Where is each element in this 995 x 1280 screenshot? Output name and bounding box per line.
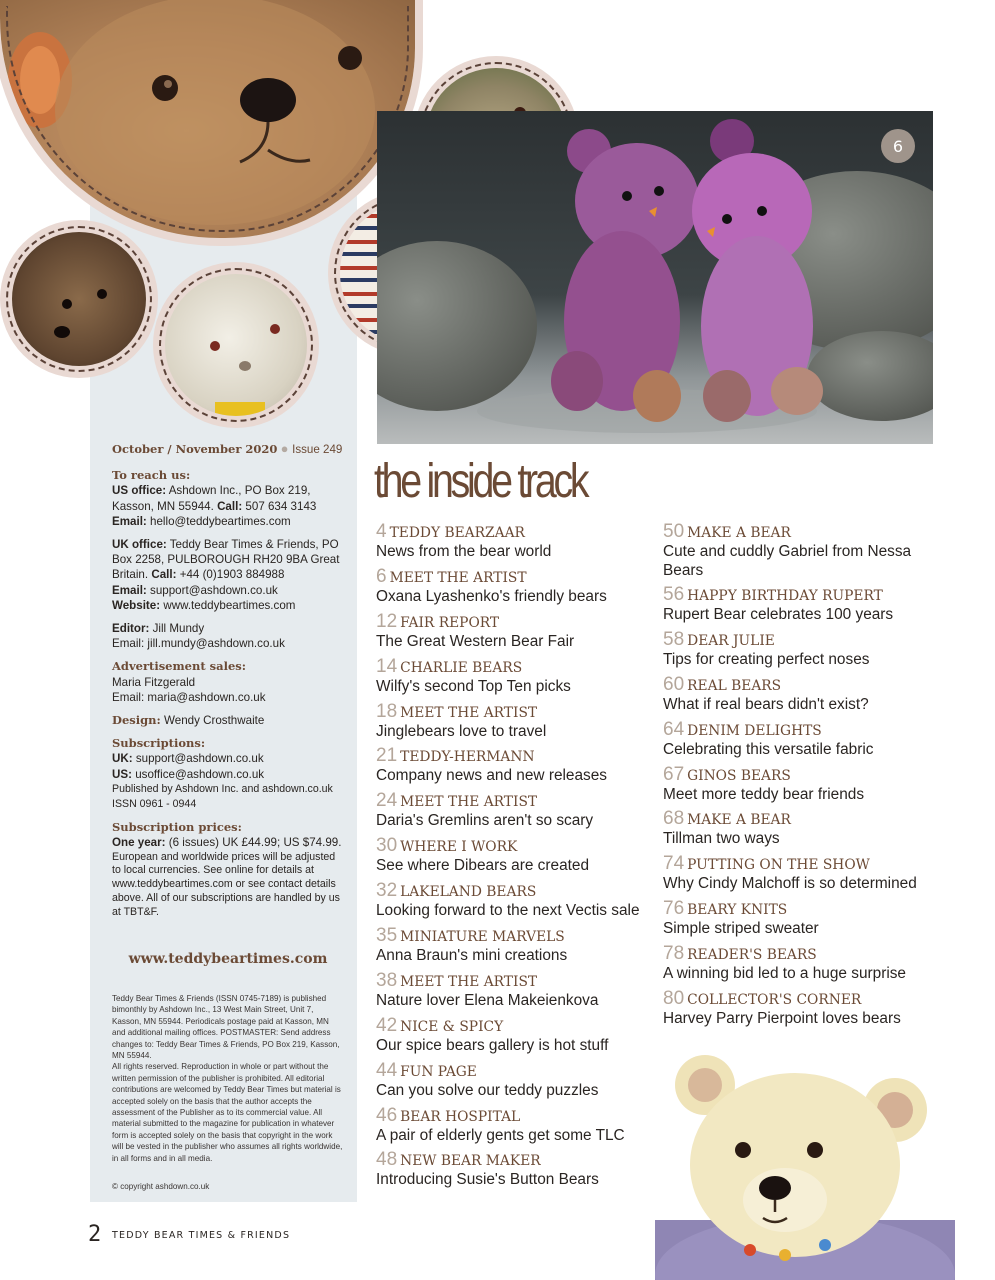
contents-entry[interactable]	[376, 702, 651, 747]
ad-sales-heading: Advertisement sales:	[112, 659, 246, 674]
entry-title: DENIM DELIGHTS	[687, 722, 822, 739]
entry-title: BEAR HOSPITAL	[400, 1108, 521, 1125]
entry-description: Rupert Bear celebrates 100 years	[663, 606, 894, 623]
page-ref-number: 12	[376, 610, 398, 632]
contents-entry[interactable]	[376, 836, 651, 881]
magazine-name: TEDDY BEAR TIMES & FRIENDS	[112, 1230, 291, 1241]
prices-heading: Subscription prices:	[112, 820, 242, 835]
contents-right-column	[663, 522, 938, 1034]
cream-teddy-illustration	[655, 1040, 955, 1280]
contents-entry[interactable]	[376, 746, 651, 791]
entry-title: TEDDY-HERMANN	[400, 749, 535, 766]
page-ref-number: 58	[663, 628, 685, 650]
entry-heading	[663, 675, 938, 696]
entry-description: See where Dibears are created	[376, 857, 590, 875]
contents-entry[interactable]	[663, 522, 938, 585]
contents-left-column	[376, 522, 651, 1195]
entry-heading	[376, 1106, 651, 1127]
website-link[interactable]: www.teddybeartimes.com	[163, 598, 296, 612]
reach-heading: To reach us:	[112, 468, 191, 483]
page-ref-number: 6	[376, 565, 387, 587]
entry-description: Celebrating this versatile fabric	[663, 740, 874, 758]
contents-entry[interactable]	[663, 675, 938, 720]
entry-description: Our spice bears gallery is hot stuff	[376, 1036, 609, 1054]
page-ref-number: 24	[376, 790, 398, 812]
editor-name: Jill Mundy	[152, 622, 205, 636]
entry-description: Wilfy's second Top Ten picks	[376, 677, 571, 695]
entry-heading	[663, 720, 938, 741]
subscriptions-heading: Subscriptions:	[112, 736, 206, 751]
entry-description: What if real bears didn't exist?	[663, 695, 869, 713]
entry-title: TEDDY BEARZAAR	[389, 525, 525, 541]
page-ref-number: 14	[376, 655, 398, 677]
page-ref-number: 60	[663, 673, 685, 695]
entry-title: WHERE I WORK	[400, 839, 518, 856]
page-ref-number: 76	[663, 898, 685, 920]
contents-entry[interactable]	[376, 567, 651, 612]
entry-heading	[663, 630, 938, 651]
entry-description: Anna Braun's mini creations	[376, 947, 568, 965]
contents-entry[interactable]	[663, 989, 938, 1034]
us-phone: 507 634 3143	[245, 499, 317, 513]
contents-entry[interactable]	[663, 809, 938, 854]
subs-uk-email[interactable]: support@ashdown.co.uk	[135, 752, 264, 766]
entry-title: REAL BEARS	[687, 677, 782, 694]
uk-email-label: Email:	[112, 583, 147, 597]
one-year-price: (6 issues) UK £44.99; US $74.99.	[168, 836, 342, 850]
masthead-info: October / November 2020 ● Issue 249 To reach us: US office: Ashdown Inc., PO Box 219, Kasson, MN 55944. Call: 507 634 3143 Email: hello@teddybeartimes.com UK office: Teddy Bear Times & Friends, PO Box 2258, PULBOROUGH RH20 9BA Great Britain. Call: +44 (0)1903 884988 Email: support@ashdown.co.uk Website: www.teddybeartimes.com Editor: Jill Mundy Email: jill.mundy@ashdown.co.uk Advertisement sales: Maria Fitzgerald Email: maria@ashdown.co.uk Design: Wendy Crosthwaite Subscriptions: UK: support@ashdown.co.uk US: usoffice@ashdown.co.uk Published by Ashdown Inc. and ashdown.co.uk ISSN 0961 - 0944 Subscription prices: One year: (6 issues) UK £44.99; US $74.99. European and worldwide prices will be adjusted to local currencies. See online for details at www.teddybeartimes.com or see contact details above. All of our subscriptions are handled by us at TBT&F.	[112, 441, 343, 918]
contents-entry[interactable]	[376, 1061, 651, 1106]
entry-description: The Great Western Bear Fair	[376, 632, 575, 650]
page-ref-number: 32	[376, 880, 398, 902]
page-ref-number: 46	[376, 1104, 398, 1126]
us-email-label: Email:	[112, 514, 147, 528]
contents-entry[interactable]	[376, 926, 651, 971]
entry-description: Daria's Gremlins aren't so scary	[376, 812, 594, 830]
entry-description: Jinglebears love to travel	[376, 722, 547, 740]
uk-phone: +44 (0)1903 884988	[179, 568, 285, 582]
page-ref-number: 74	[663, 853, 685, 875]
fine-print-para-2: All rights reserved. Reproduction in whole or part without the written permission of the publisher is prohibited. All editorial contributions are welcomed by Teddy Bear Times but material is accepted solely on the basis that the author accepts the assessment of the Publisher as to its commercial value. All material submitted to the magazine for publication in whatever form is accepted solely on the basis that copyright in the work will be vested in the publisher who assumes all rights worldwide, in all forms and in all media.	[112, 1062, 343, 1163]
contents-entry[interactable]	[376, 1106, 651, 1151]
entry-title: GINOS BEARS	[687, 767, 791, 784]
contents-entry[interactable]	[663, 630, 938, 675]
entry-description: Harvey Parry Pierpoint loves bears	[663, 1010, 901, 1028]
entry-heading	[663, 809, 938, 830]
contents-entry[interactable]	[376, 657, 651, 702]
entry-title: NEW BEAR MAKER	[400, 1153, 541, 1170]
uk-office-label: UK office:	[112, 538, 167, 552]
fine-print-para-1: Teddy Bear Times & Friends (ISSN 0745-7189) is published bimonthly by Ashdown Inc., 13 West Main Street, Unit 7, Kasson, MN 55944. Periodicals postage paid at Kasson, MN and additional mailing offices. POSTMASTER: Send address changes to: Teddy Bear Times & Friends, PO Box 219, Kasson, MN 55944.	[112, 994, 340, 1061]
subs-us-label: US:	[112, 767, 132, 781]
circle-photo-4	[153, 262, 319, 428]
copyright: © copyright ashdown.co.uk	[112, 1182, 210, 1191]
entry-title: FUN PAGE	[400, 1063, 477, 1080]
us-office-label: US office:	[112, 484, 167, 498]
entry-description: Company news and new releases	[376, 767, 607, 785]
entry-title: MAKE A BEAR	[687, 812, 791, 829]
entry-heading	[376, 971, 651, 992]
entry-description: News from the bear world	[376, 543, 552, 560]
entry-title: COLLECTOR'S CORNER	[687, 992, 862, 1009]
entry-description: Tips for creating perfect noses	[663, 650, 870, 668]
entry-description: Tillman two ways	[663, 830, 780, 848]
entry-description: Simple striped sweater	[663, 920, 819, 938]
entry-description: Can you solve our teddy puzzles	[376, 1081, 599, 1099]
purple-bears-photo	[377, 111, 933, 444]
entry-title: BEARY KNITS	[687, 902, 788, 919]
us-office-address: Ashdown Inc., PO Box 219, Kasson, MN 55944.	[112, 484, 311, 513]
entry-heading	[376, 1150, 651, 1171]
prices-note: European and worldwide prices will be adjusted to local currencies. See online for details at www.teddybeartimes.com or see contact details above. All of our subscriptions are handled by us at TBT&F.	[112, 850, 340, 918]
entry-heading	[376, 1016, 651, 1037]
us-email[interactable]: hello@teddybeartimes.com	[150, 514, 291, 528]
entry-title: NICE & SPICY	[400, 1018, 504, 1035]
one-year-label: One year:	[112, 836, 166, 850]
website-banner[interactable]: www.teddybeartimes.com	[128, 951, 328, 967]
uk-office-address: Teddy Bear Times & Friends, PO Box 2258, PULBOROUGH RH20 9BA Great Britain.	[112, 538, 340, 582]
editor-email[interactable]: Email: jill.mundy@ashdown.co.uk	[112, 637, 285, 651]
contents-entry[interactable]	[663, 720, 938, 765]
uk-call-label: Call:	[151, 568, 177, 582]
issue-number: Issue 249	[292, 443, 343, 456]
page-ref-number: 68	[663, 808, 685, 830]
entry-heading	[663, 854, 938, 875]
entry-heading	[376, 702, 651, 723]
entry-title: MEET THE ARTIST	[400, 973, 538, 990]
entry-title: MEET THE ARTIST	[389, 569, 527, 586]
page-ref-number: 30	[376, 835, 398, 857]
purple-bears-illustration	[377, 111, 933, 444]
uk-email[interactable]: support@ashdown.co.uk	[150, 583, 278, 597]
contents-entry[interactable]	[663, 899, 938, 944]
us-call-label: Call:	[217, 499, 243, 513]
ad-sales-email[interactable]: Email: maria@ashdown.co.uk	[112, 690, 266, 704]
entry-description: Why Cindy Malchoff is so determined	[663, 875, 917, 893]
entry-description: Introducing Susie's Button Bears	[376, 1171, 599, 1189]
entry-heading	[376, 1061, 651, 1082]
ad-sales-name: Maria Fitzgerald	[112, 675, 196, 689]
entry-title: FAIR REPORT	[400, 614, 500, 631]
entry-title: PUTTING ON THE SHOW	[687, 857, 870, 874]
page-ref-number: 35	[376, 925, 398, 947]
subs-uk-label: UK:	[112, 752, 133, 766]
contents-title: the inside track	[374, 455, 587, 508]
contents-entry[interactable]	[376, 971, 651, 1016]
entry-title: MEET THE ARTIST	[400, 794, 538, 811]
entry-title: HAPPY BIRTHDAY RUPERT	[687, 588, 883, 604]
entry-heading	[376, 746, 651, 767]
entry-title: MAKE A BEAR	[687, 525, 791, 541]
page-ref-number: 80	[663, 988, 685, 1010]
page-ref-number: 64	[663, 718, 685, 740]
entry-description: Nature lover Elena Makeienkova	[376, 991, 599, 1009]
entry-title: LAKELAND BEARS	[400, 884, 537, 901]
entry-heading	[376, 926, 651, 947]
design-label: Design:	[112, 713, 161, 728]
entry-title: DEAR JULIE	[687, 632, 775, 649]
page-ref-number: 21	[376, 745, 398, 767]
entry-heading	[376, 522, 651, 543]
circle-photo-3	[0, 220, 158, 378]
entry-title: MEET THE ARTIST	[400, 704, 538, 721]
entry-heading	[376, 612, 651, 633]
designer-name: Wendy Crosthwaite	[164, 714, 265, 728]
contents-entry[interactable]	[663, 854, 938, 899]
entry-title: READER'S BEARS	[687, 947, 817, 964]
page-ref-number: 56	[663, 584, 685, 605]
page-badge: 6	[881, 129, 915, 163]
page-ref-number: 38	[376, 969, 398, 991]
contents-entry[interactable]	[663, 765, 938, 810]
page-ref-number: 4	[376, 521, 387, 542]
subs-us-email[interactable]: usoffice@ashdown.co.uk	[135, 767, 265, 781]
entry-description: A winning bid led to a huge surprise	[663, 965, 906, 983]
cream-teddy-photo	[655, 1040, 955, 1280]
entry-heading	[663, 899, 938, 920]
contents-entry[interactable]	[376, 881, 651, 926]
entry-heading	[663, 522, 938, 543]
entry-heading	[663, 585, 938, 606]
contents-entry[interactable]	[376, 612, 651, 657]
entry-description: A pair of elderly gents get some TLC	[376, 1126, 625, 1144]
page-number: 2	[88, 1222, 102, 1247]
entry-heading	[376, 657, 651, 678]
entry-heading	[663, 765, 938, 786]
page-ref-number: 44	[376, 1059, 398, 1081]
publisher-info: Published by Ashdown Inc. and ashdown.co.uk ISSN 0961 - 0944	[112, 782, 333, 811]
contents-entry[interactable]	[376, 1150, 651, 1195]
page-ref-number: 18	[376, 700, 398, 722]
contents-entry[interactable]	[376, 791, 651, 836]
contents-entry[interactable]	[376, 1016, 651, 1061]
page-ref-number: 78	[663, 943, 685, 965]
entry-heading	[663, 989, 938, 1010]
contents-entry[interactable]	[376, 522, 651, 567]
entry-title: MINIATURE MARVELS	[400, 929, 565, 946]
editor-label: Editor:	[112, 622, 150, 636]
entry-heading	[663, 944, 938, 965]
entry-heading	[376, 567, 651, 588]
issue-date: October / November 2020	[112, 442, 278, 456]
contents-entry[interactable]	[663, 944, 938, 989]
entry-description: Looking forward to the next Vectis sale	[376, 902, 640, 920]
page-ref-number: 50	[663, 521, 685, 542]
entry-description: Meet more teddy bear friends	[663, 785, 865, 803]
entry-heading	[376, 881, 651, 902]
legal-fine-print	[112, 993, 344, 1164]
entry-description: Cute and cuddly Gabriel from Nessa Bears	[663, 543, 912, 579]
website-label: Website:	[112, 598, 161, 612]
page-ref-number: 42	[376, 1014, 398, 1036]
entry-heading	[376, 791, 651, 812]
page-ref-number: 67	[663, 763, 685, 785]
entry-description: Oxana Lyashenko's friendly bears	[376, 587, 607, 605]
entry-heading	[376, 836, 651, 857]
entry-title: CHARLIE BEARS	[400, 659, 523, 676]
contents-entry[interactable]	[663, 585, 938, 630]
page-ref-number: 48	[376, 1149, 398, 1171]
